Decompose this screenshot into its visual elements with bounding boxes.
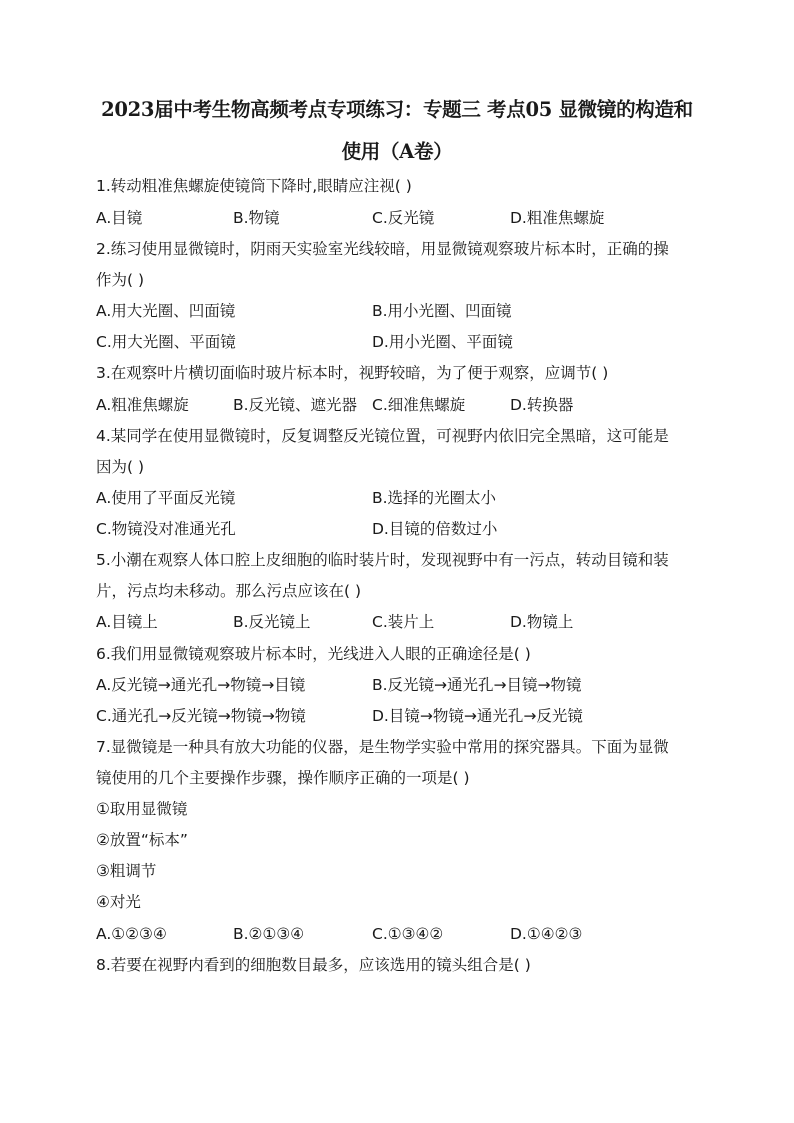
question-7-step-1: ①取用显微镜 — [96, 800, 188, 818]
question-2-stem-line-1: 2.练习使用显微镜时，阴雨天实验室光线较暗，用显微镜观察玻片标本时，正确的操 — [96, 240, 669, 258]
question-4-stem-line-1: 4.某同学在使用显微镜时，反复调整反光镜位置，可视野内依旧完全黑暗，这可能是 — [96, 427, 669, 445]
question-5-option-a: A.目镜上 — [96, 613, 158, 631]
question-7-step-3: ③粗调节 — [96, 862, 157, 880]
question-6-option-d: D.目镜→物镜→通光孔→反光镜 — [372, 707, 583, 725]
document-title-line-2: 使用（A卷） — [341, 140, 453, 163]
question-6-option-c: C.通光孔→反光镜→物镜→物镜 — [96, 707, 306, 725]
question-3-option-a: A.粗准焦螺旋 — [96, 396, 189, 414]
question-5-option-c: C.装片上 — [372, 613, 435, 631]
question-2-stem-line-2: 作为( ) — [96, 271, 145, 289]
question-3-option-b: B.反光镜、遮光器 — [233, 396, 358, 414]
question-4-option-c: C.物镜没对准通光孔 — [96, 520, 236, 538]
question-4-option-d: D.目镜的倍数过小 — [372, 520, 498, 538]
question-7-option-d: D.①④②③ — [510, 925, 583, 943]
question-2-option-b: B.用小光圈、凹面镜 — [372, 302, 512, 320]
question-1-option-d: D.粗准焦螺旋 — [510, 209, 605, 227]
question-4-option-a: A.使用了平面反光镜 — [96, 489, 236, 507]
question-7-option-b: B.②①③④ — [233, 925, 305, 943]
question-7-option-c: C.①③④② — [372, 925, 444, 943]
question-5-stem-line-2: 片，污点均未移动。那么污点应该在( ) — [96, 582, 362, 600]
question-5-stem-line-1: 5.小潮在观察人体口腔上皮细胞的临时装片时，发现视野中有一污点，转动目镜和装 — [96, 551, 669, 569]
question-3-option-d: D.转换器 — [510, 396, 574, 414]
question-6-option-b: B.反光镜→通光孔→目镜→物镜 — [372, 676, 582, 694]
question-7-stem-line-1: 7.显微镜是一种具有放大功能的仪器，是生物学实验中常用的探究器具。下面为显微 — [96, 738, 669, 756]
question-7-step-2: ②放置“标本” — [96, 831, 188, 849]
question-5-option-d: D.物镜上 — [510, 613, 574, 631]
question-8-stem: 8.若要在视野内看到的细胞数目最多，应该选用的镜头组合是( ) — [96, 956, 531, 974]
question-7-step-4: ④对光 — [96, 893, 141, 911]
question-3-stem: 3.在观察叶片横切面临时玻片标本时，视野较暗，为了便于观察，应调节( ) — [96, 364, 609, 382]
question-6-stem: 6.我们用显微镜观察玻片标本时，光线进入人眼的正确途径是( ) — [96, 645, 531, 663]
question-1-option-a: A.目镜 — [96, 209, 143, 227]
question-2-option-c: C.用大光圈、平面镜 — [96, 333, 236, 351]
question-7-stem-line-2: 镜使用的几个主要操作步骤，操作顺序正确的一项是( ) — [96, 769, 470, 787]
question-2-option-a: A.用大光圈、凹面镜 — [96, 302, 236, 320]
question-4-stem-line-2: 因为( ) — [96, 458, 145, 476]
question-4-option-b: B.选择的光圈太小 — [372, 489, 497, 507]
question-7-option-a: A.①②③④ — [96, 925, 167, 943]
question-6-option-a: A.反光镜→通光孔→物镜→目镜 — [96, 676, 306, 694]
question-3-option-c: C.细准焦螺旋 — [372, 396, 466, 414]
document-title-line-1: 2023届中考生物高频考点专项练习：专题三 考点05 显微镜的构造和 — [101, 98, 693, 121]
question-1-stem: 1.转动粗准焦螺旋使镜筒下降时,眼睛应注视( ) — [96, 177, 412, 195]
question-1-option-b: B.物镜 — [233, 209, 280, 227]
question-1-option-c: C.反光镜 — [372, 209, 435, 227]
question-5-option-b: B.反光镜上 — [233, 613, 311, 631]
question-2-option-d: D.用小光圈、平面镜 — [372, 333, 513, 351]
